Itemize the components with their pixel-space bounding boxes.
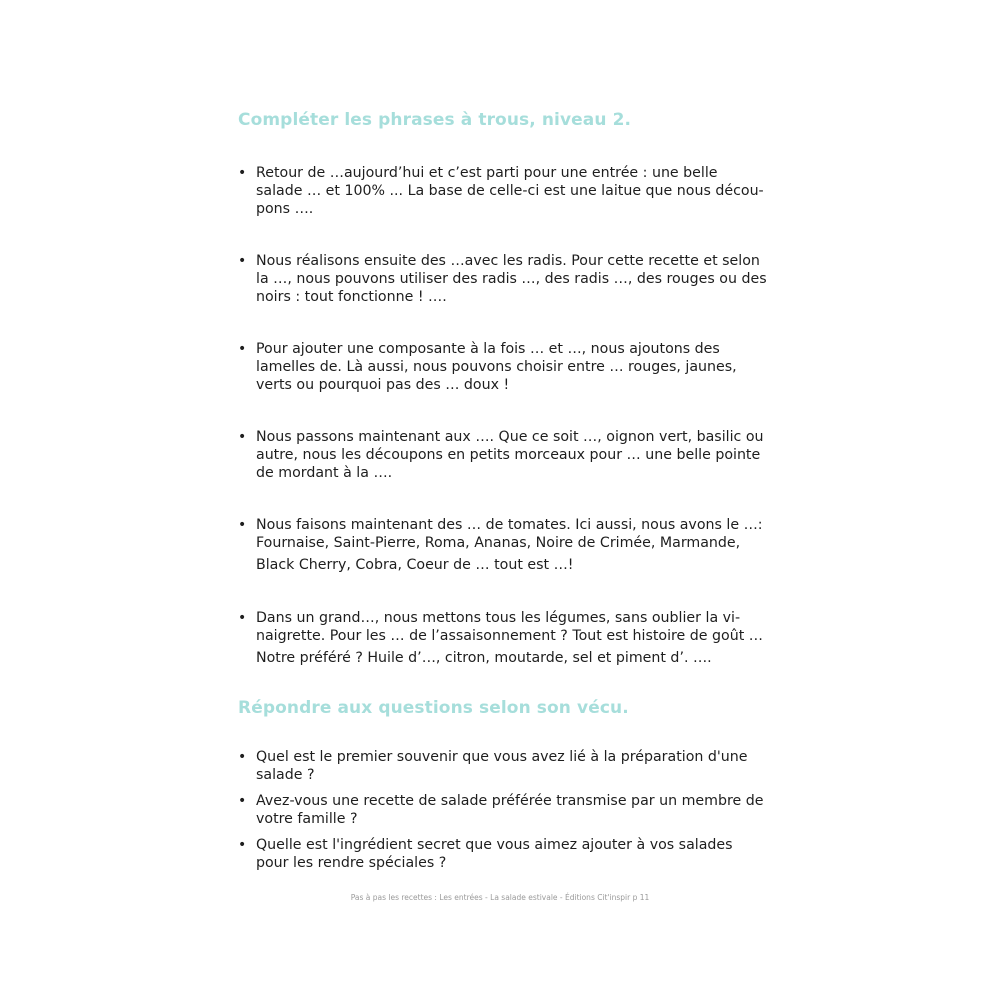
item-text	[256, 609, 770, 668]
list-item	[238, 428, 770, 483]
text-line: Fournaise, Saint-Pierre, Roma, Ananas, Noire de Crimée, Marmande,	[256, 535, 741, 552]
section-title-personal-questions: Répondre aux questions selon son vécu.	[238, 698, 629, 718]
item-text	[256, 252, 770, 307]
text-line: Pour ajouter une composante à la fois … et …, nous ajoutons des	[256, 341, 720, 357]
list-item	[238, 164, 770, 219]
text-line: pour les rendre spéciales ?	[256, 855, 447, 872]
text-line: votre famille ?	[256, 811, 358, 828]
text-line: de mordant à la ….	[256, 465, 393, 482]
document-page	[210, 80, 790, 920]
text-line: Nous passons maintenant aux …. Que ce soit …, oignon vert, basilic ou	[256, 429, 764, 445]
item-text	[256, 836, 770, 872]
item-text	[256, 516, 770, 575]
list-item	[238, 792, 770, 828]
text-line: salade … et 100% ... La base de celle-ci est une laitue que nous décou-	[256, 183, 764, 200]
bullet: •	[238, 517, 247, 533]
list-item	[238, 340, 770, 395]
text-line: noirs : tout fonctionne ! ….	[256, 289, 447, 306]
list-item	[238, 836, 770, 872]
item-text	[256, 164, 770, 219]
text-line: Black Cherry, Cobra, Coeur de … tout est …!	[256, 557, 574, 574]
text-line: Dans un grand…, nous mettons tous les légumes, sans oublier la vi-	[256, 610, 741, 626]
item-text	[256, 340, 770, 395]
page-footer: Pas à pas les recettes : Les entrées - La salade estivale - Éditions Cit'inspir p 11	[350, 893, 650, 902]
bullet: •	[238, 165, 247, 181]
text-line: la …, nous pouvons utiliser des radis …, des radis …, des rouges ou des	[256, 271, 767, 288]
section-title-fill-in-blanks: Compléter les phrases à trous, niveau 2.	[238, 110, 632, 130]
bullet: •	[238, 341, 247, 357]
bullet: •	[238, 749, 247, 765]
text-line: Nous réalisons ensuite des …avec les radis. Pour cette recette et selon	[256, 253, 760, 269]
text-line: Avez-vous une recette de salade préférée transmise par un membre de	[256, 793, 764, 809]
text-line: Retour de …aujourd’hui et c’est parti pour une entrée : une belle	[256, 165, 718, 181]
item-text	[256, 792, 770, 828]
list-item	[238, 609, 770, 668]
text-line: verts ou pourquoi pas des … doux !	[256, 377, 510, 394]
text-line: pons ….	[256, 201, 314, 218]
list-item	[238, 748, 770, 784]
text-line: Quelle est l'ingrédient secret que vous aimez ajouter à vos salades	[256, 837, 733, 853]
text-line: salade ?	[256, 767, 315, 784]
bullet: •	[238, 429, 247, 445]
bullet: •	[238, 610, 247, 626]
list-item	[238, 252, 770, 307]
bullet: •	[238, 837, 247, 853]
item-text	[256, 428, 770, 483]
text-line: autre, nous les découpons en petits morceaux pour … une belle pointe	[256, 447, 761, 464]
text-line: Quel est le premier souvenir que vous avez lié à la préparation d'une	[256, 749, 748, 765]
bullet: •	[238, 253, 247, 269]
text-line: naigrette. Pour les … de l’assaisonnement ? Tout est histoire de goût …	[256, 628, 763, 645]
bullet: •	[238, 793, 247, 809]
item-text	[256, 748, 770, 784]
text-line: Notre préféré ? Huile d’…, citron, moutarde, sel et piment d’. ….	[256, 650, 712, 667]
text-line: Nous faisons maintenant des … de tomates. Ici aussi, nous avons le …:	[256, 517, 763, 533]
list-item	[238, 516, 770, 575]
text-line: lamelles de. Là aussi, nous pouvons choisir entre … rouges, jaunes,	[256, 359, 737, 376]
